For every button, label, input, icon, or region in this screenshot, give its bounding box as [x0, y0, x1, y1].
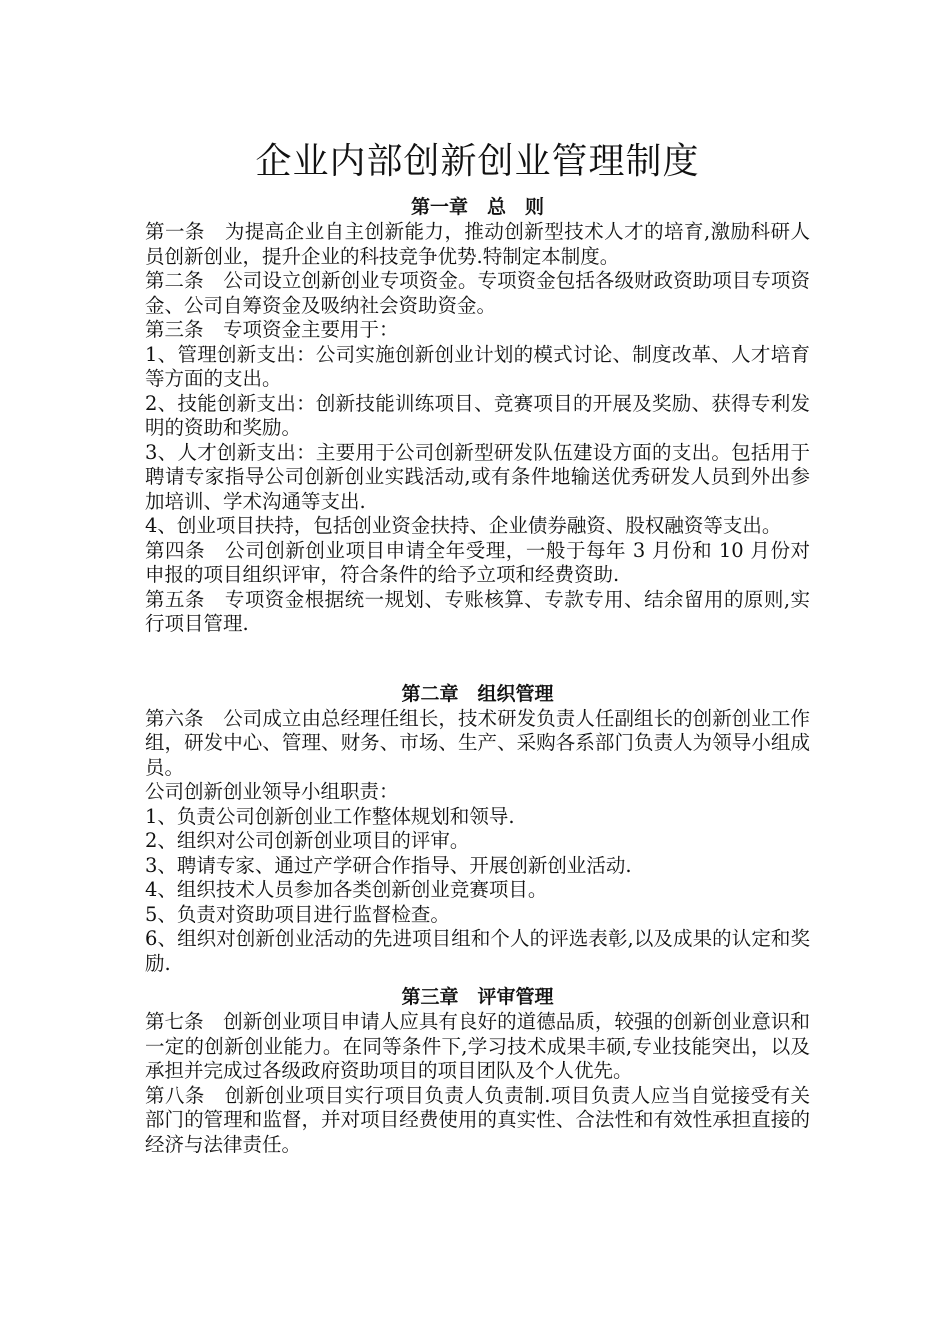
paragraph: 第七条 创新创业项目申请人应具有良好的道德品质，较强的创新创业意识和一定的创新创业能力。在同等条件下,学习技术成果丰硕,专业技能突出，以及承担并完成过各级政府资助项目的项目团队及个人优先。	[145, 1010, 810, 1082]
chapter-heading: 第三章 评审管理	[401, 986, 554, 1008]
chapter-2	[145, 681, 810, 977]
chapter-heading: 第二章 组织管理	[401, 682, 554, 705]
paragraph: 第八条 创新创业项目实行项目负责人负责制.项目负责人应当自觉接受有关部门的管理和监督，并对项目经费使用的真实性、合法性和有效性承担直接的经济与法律责任。	[145, 1083, 810, 1156]
paragraph: 4、创业项目扶持，包括创业资金扶持、企业债券融资、股权融资等支出。	[145, 514, 782, 537]
document-title: 企业内部创新创业管理制度	[255, 141, 700, 182]
paragraph: 1、管理创新支出：公司实施创新创业计划的模式讨论、制度改革、人才培育等方面的支出。	[145, 342, 810, 390]
chapter-3	[145, 984, 810, 1157]
paragraph: 6、组织对创新创业活动的先进项目组和个人的评选表彰,以及成果的认定和奖励.	[145, 927, 810, 975]
paragraph: 4、组织技术人员参加各类创新创业竞赛项目。	[145, 878, 548, 901]
paragraph: 第六条 公司成立由总经理任组长，技术研发负责人任副组长的创新创业工作组，研发中心、管理、财务、市场、生产、采购各系部门负责人为领导小组成员。	[145, 706, 810, 779]
paragraph: 第二条 公司设立创新创业专项资金。专项资金包括各级财政资助项目专项资金、公司自筹资金及吸纳社会资助资金。	[145, 269, 810, 317]
paragraph: 3、人才创新支出：主要用于公司创新型研发队伍建设方面的支出。包括用于聘请专家指导公司创新创业实践活动,或有条件地输送优秀研发人员到外出参加培训、学术沟通等支出.	[145, 440, 810, 513]
document-page	[145, 138, 810, 1157]
paragraph: 第三条 专项资金主要用于：	[145, 318, 399, 341]
chapter-1	[145, 194, 810, 637]
paragraph: 2、技能创新支出：创新技能训练项目、竞赛项目的开展及奖励、获得专利发明的资助和奖励。	[145, 391, 810, 439]
paragraph: 3、聘请专家、通过产学研合作指导、开展创新创业活动.	[145, 853, 632, 877]
paragraph: 5、负责对资助项目进行监督检查。	[145, 902, 450, 926]
chapter-heading: 第一章 总 则	[410, 196, 544, 218]
paragraph: 公司创新创业领导小组职责：	[145, 780, 399, 803]
spacer	[145, 976, 810, 984]
paragraph: 1、负责公司创新创业工作整体规划和领导.	[145, 804, 515, 828]
paragraph: 第四条 公司创新创业项目申请全年受理，一般于每年 3 月份和 10 月份对申报的项目组织评审，符合条件的给予立项和经费资助.	[145, 538, 810, 586]
paragraph: 2、组织对公司创新创业项目的评审。	[145, 829, 470, 852]
paragraph: 第一条 为提高企业自主创新能力，推动创新型技术人才的培育,激励科研人员创新创业，提升企业的科技竞争优势.特制定本制度。	[145, 220, 810, 268]
paragraph: 第五条 专项资金根据统一规划、专账核算、专款专用、结余留用的原则,实行项目管理.	[145, 587, 810, 635]
spacer	[145, 637, 810, 681]
